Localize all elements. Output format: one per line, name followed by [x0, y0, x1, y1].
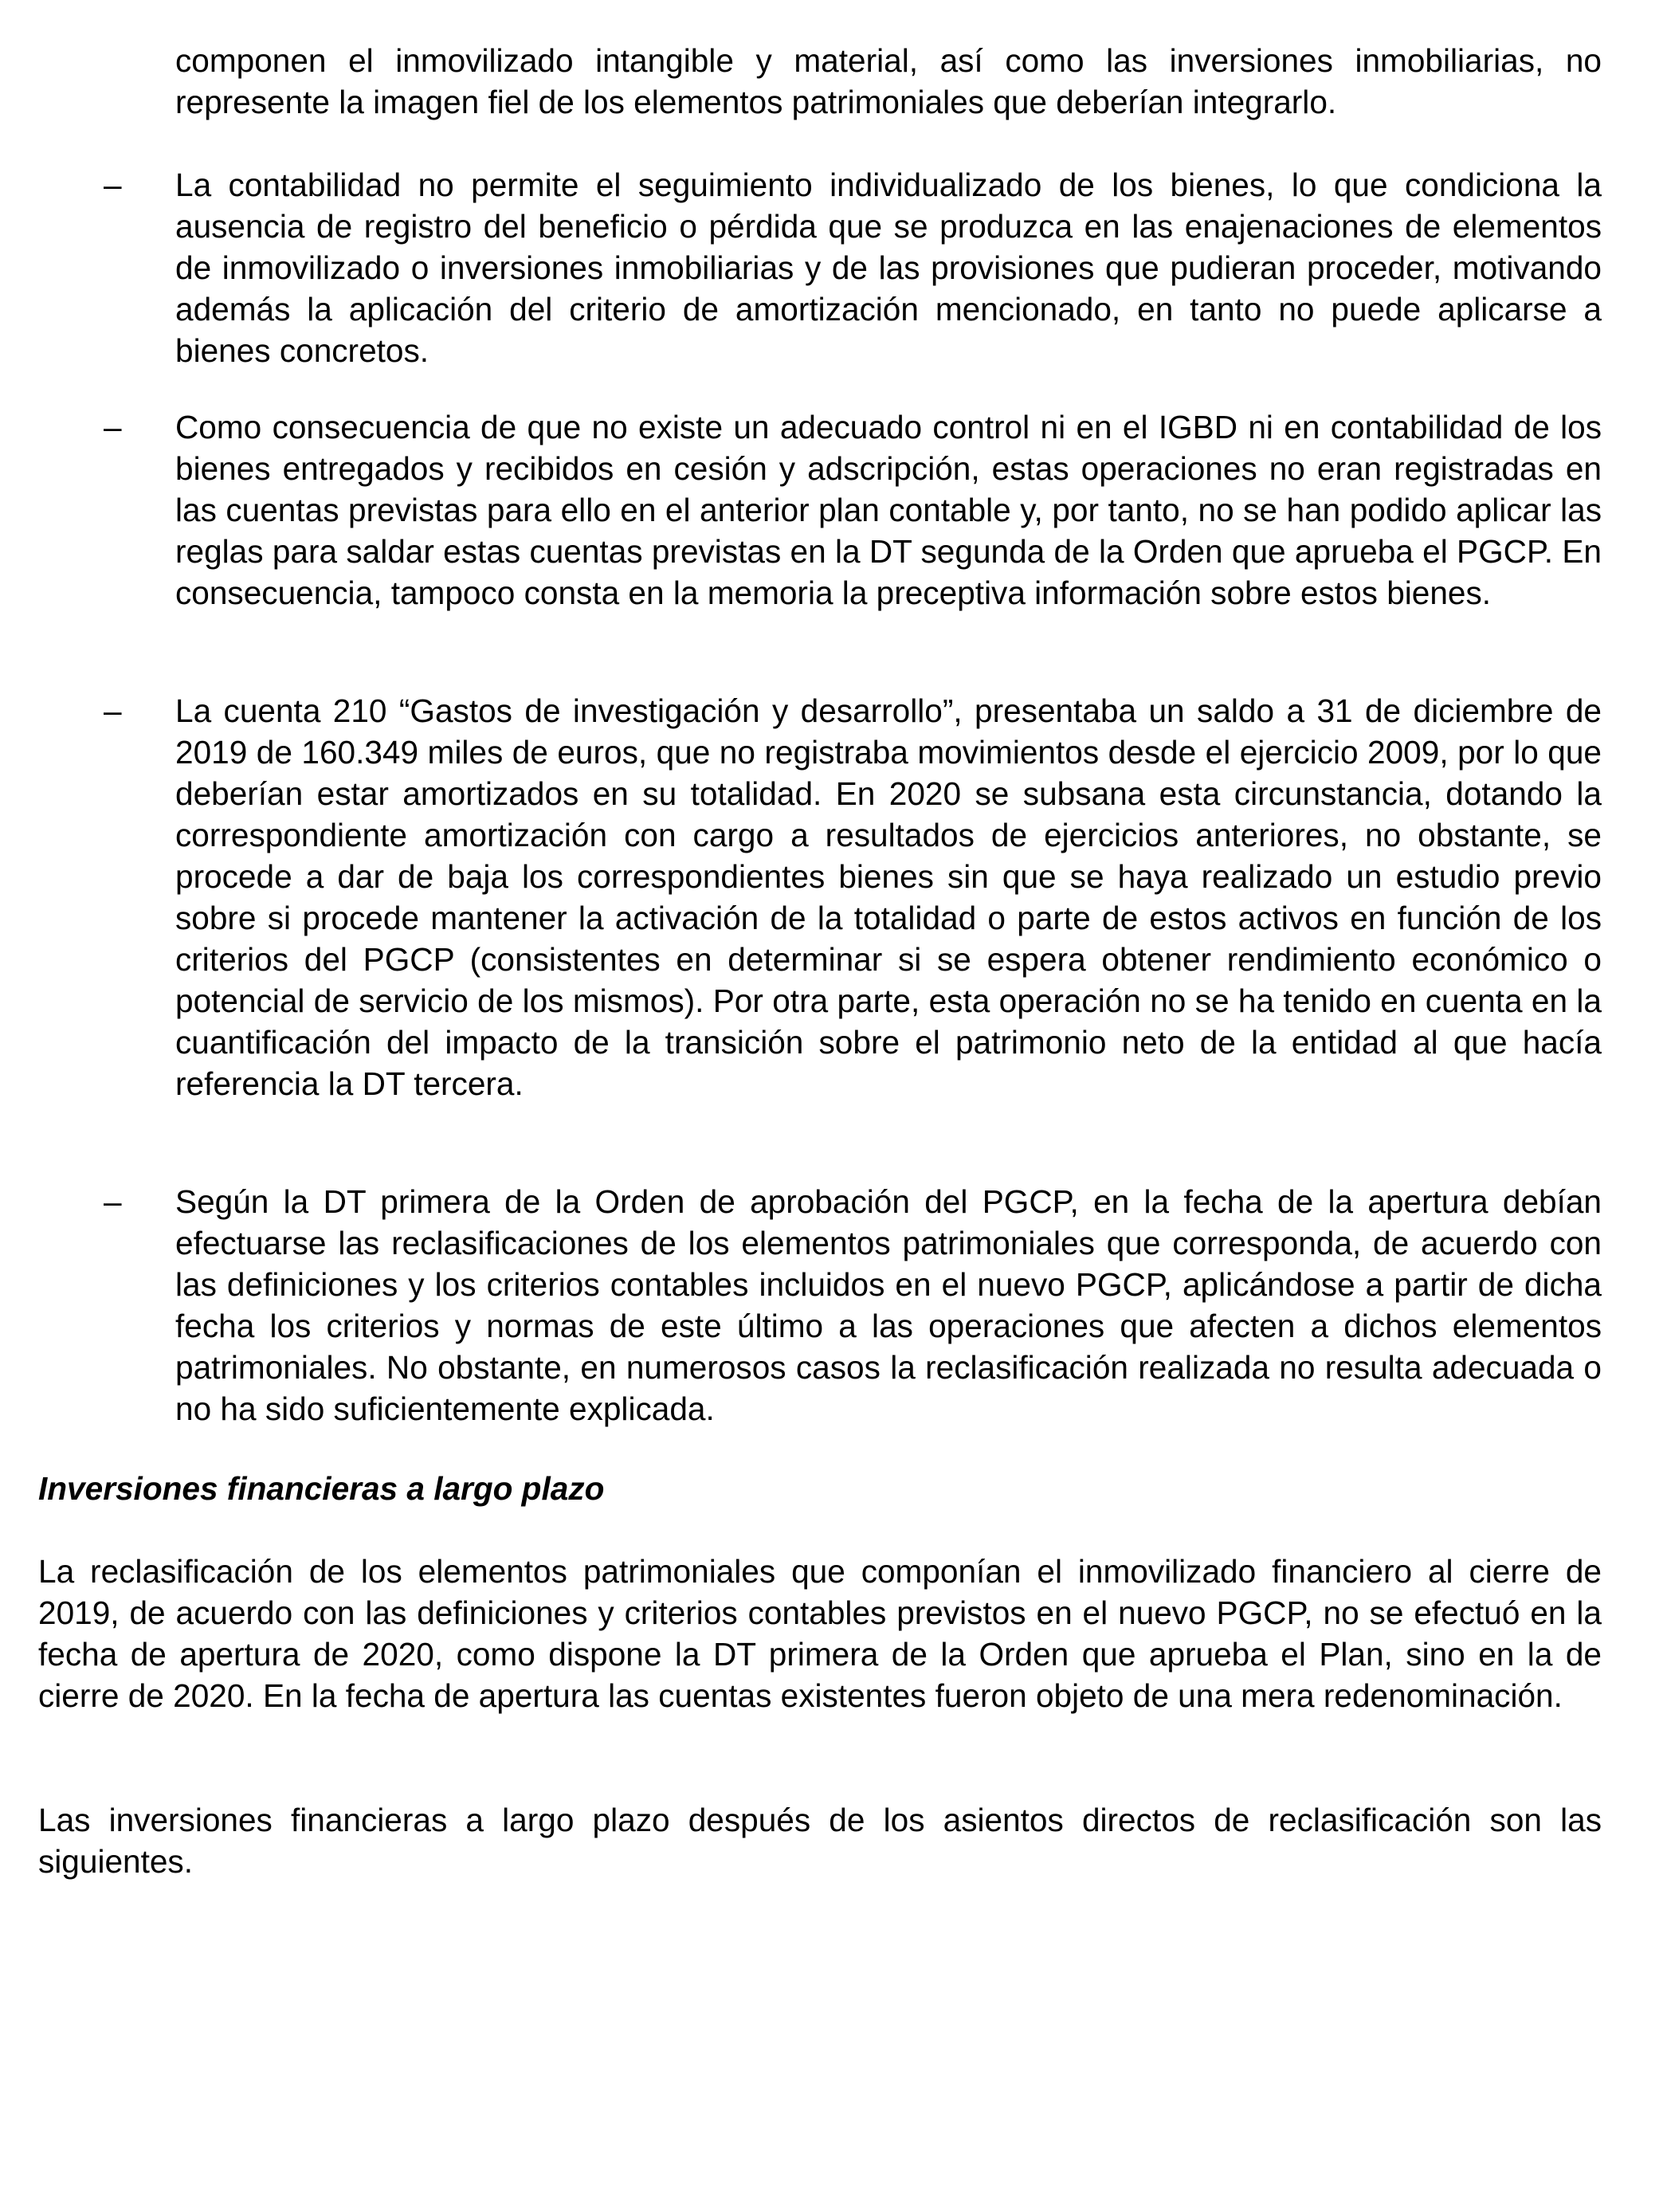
body-paragraph: La reclasificación de los elementos patrimoniales que componían el inmovilizado financiero al cierre de 2019, de acuerdo con las definiciones y criterios contables previstos en el nuevo PGCP, no se efectuó en la fecha de apertura de 2020, como dispone la DT primera de la Orden que aprueba el Plan, sino en la de cierre de 2020. En la fecha de apertura las cuentas existentes fueron objeto de una mera redenominación. [38, 1553, 1602, 1714]
list-item-text: Como consecuencia de que no existe un adecuado control ni en el IGBD ni en contabilidad de los bienes entregados y recibidos en cesión y adscripción, estas operaciones no eran registradas en las cuentas previstas para ello en el anterior plan contable y, por tanto, no se han podido aplicar las reglas para saldar estas cuentas previstas en la DT segunda de la Orden que aprueba el PGCP. En consecuencia, tampoco consta en la memoria la preceptiva información sobre estos bienes. [175, 409, 1602, 611]
continuation-paragraph: componen el inmovilizado intangible y material, así como las inversiones inmobiliarias, no represente la imagen fiel de los elementos patrimoniales que deberían integrarlo. [175, 42, 1602, 120]
body-paragraph: Las inversiones financieras a largo plazo después de los asientos directos de reclasificación son las siguientes. [38, 1802, 1602, 1880]
dash-bullet: – [104, 409, 122, 445]
section-heading: Inversiones financieras a largo plazo [38, 1470, 605, 1507]
dash-bullet: – [104, 167, 122, 203]
list-item-text: La cuenta 210 “Gastos de investigación y desarrollo”, presentaba un saldo a 31 de diciembre de 2019 de 160.349 miles de euros, que no registraba movimientos desde el ejercicio 2009, por lo que deberían estar amortizados en su totalidad. En 2020 se subsana esta circunstancia, dotando la correspondiente amortización con cargo a resultados de ejercicios anteriores, no obstante, se procede a dar de baja los correspondientes bienes sin que se haya realizado un estudio previo sobre si procede mantener la activación de la totalidad o parte de estos activos en función de los criterios del PGCP (consistentes en determinar si se espera obtener rendimiento económico o potencial de servicio de los mismos). Por otra parte, esta operación no se ha tenido en cuenta en la cuantificación del impacto de la transición sobre el patrimonio neto de la entidad al que hacía referencia la DT tercera. [175, 692, 1602, 1102]
dash-bullet: – [104, 692, 122, 729]
list-item-text: La contabilidad no permite el seguimiento individualizado de los bienes, lo que condiciona la ausencia de registro del beneficio o pérdida que se produzca en las enajenaciones de elementos de inmovilizado o inversiones inmobiliarias y de las provisiones que pudieran proceder, motivando además la aplicación del criterio de amortización mencionado, en tanto no puede aplicarse a bienes concretos. [175, 167, 1602, 369]
list-item-text: Según la DT primera de la Orden de aprobación del PGCP, en la fecha de la apertura debían efectuarse las reclasificaciones de los elementos patrimoniales que corresponda, de acuerdo con las definiciones y los criterios contables incluidos en el nuevo PGCP, aplicándose a partir de dicha fecha los criterios y normas de este último a las operaciones que afecten a dichos elementos patrimoniales. No obstante, en numerosos casos la reclasificación realizada no resulta adecuada o no ha sido suficientemente explicada. [175, 1183, 1602, 1427]
dash-bullet: – [104, 1183, 122, 1220]
